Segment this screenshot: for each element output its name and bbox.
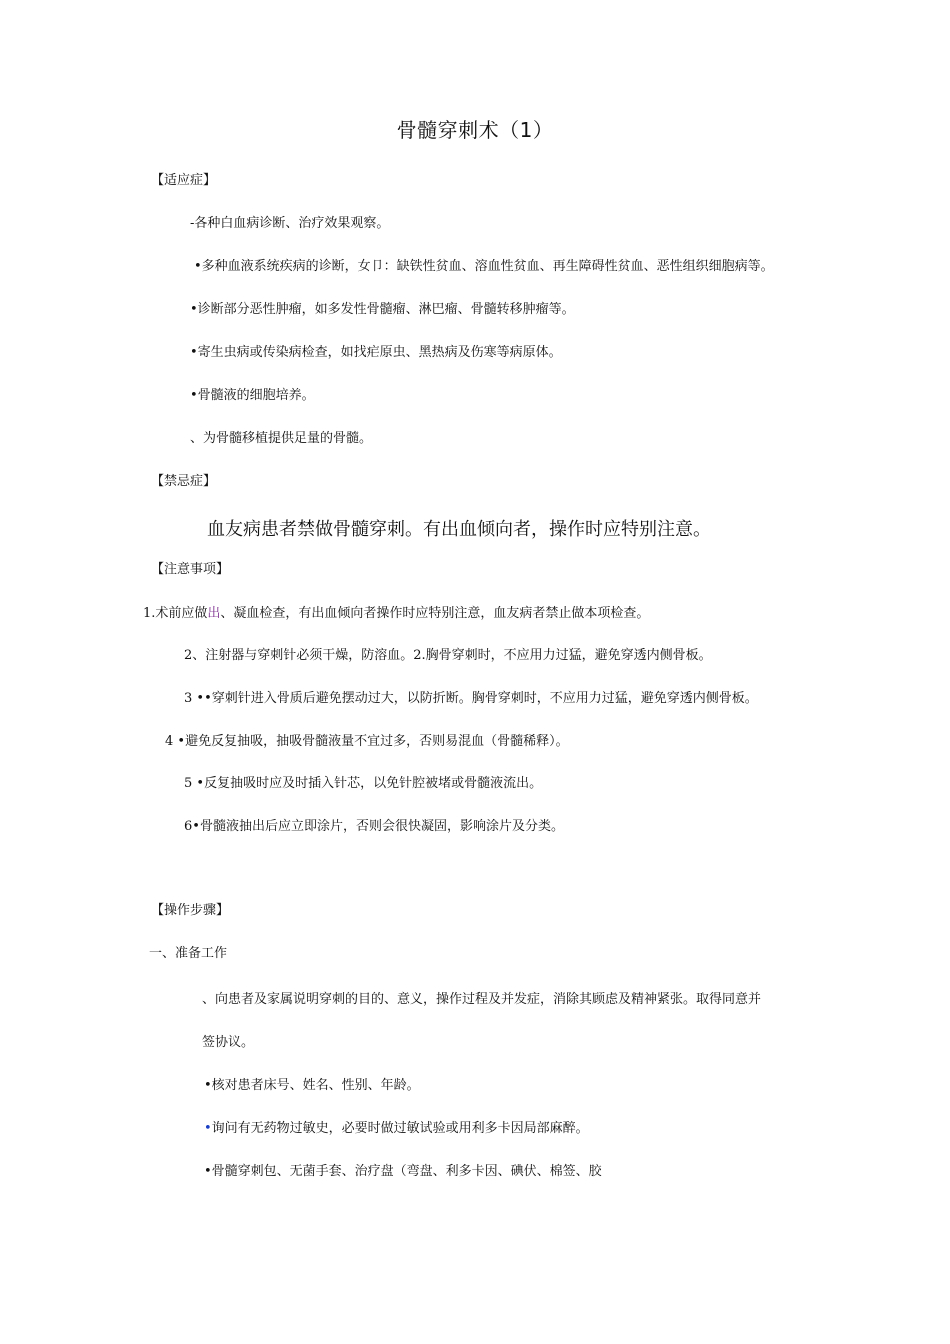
procedure-item: •骨髓穿刺包、无菌手套、治疗盘（弯盘、利多卡因、碘伏、棉签、胶 [204,1164,602,1179]
precaution-item: 3 ••穿刺针进入骨质后避免摆动过大，以防折断。胸骨穿刺时，不应用力过猛，避免穿透内侧骨板。 [184,691,758,706]
contraindication-text: 血友病患者禁做骨髓穿刺。有出血倾向者，操作时应特别注意。 [207,519,711,540]
procedure-item: 签协议。 [202,1035,255,1050]
page-title: 骨髓穿刺术（1） [396,118,554,142]
precaution-item-rest: 、凝血检查，有出血倾向者操作时应特别注意，血友病者禁止做本项检查。 [220,606,650,621]
precaution-item: 6•骨髓液抽出后应立即涂片，否则会很快凝固，影响涂片及分类。 [184,819,564,834]
precaution-item-prefix: 1.术前应做 [143,606,208,621]
bullet-icon: • [204,1121,212,1136]
indication-item: •诊断部分恶性肿瘤，如多发性骨髓瘤、淋巴瘤、骨髓转移肿瘤等。 [190,302,575,317]
indication-item: •多种血液系统疾病的诊断，女卩：缺铁性贫血、溶血性贫血、再生障碍性贫血、恶性组织细胞病等。 [194,259,774,274]
contraindications-heading: 【禁忌症】 [151,474,217,489]
precaution-item: 5 •反复抽吸时应及时插入针芯，以免针腔被堵或骨髓液流出。 [184,776,543,791]
procedure-subheading: 一、准备工作 [149,946,228,961]
precaution-item: 2、注射器与穿刺针必须干燥，防溶血。2.胸骨穿刺时，不应用力过猛，避免穿透内侧骨板。 [184,648,712,663]
procedure-item [204,1121,589,1137]
precaution-item-highlight: 出 [207,606,221,621]
procedure-item: •核对患者床号、姓名、性别、年龄。 [204,1078,420,1093]
precaution-item: 4 •避免反复抽吸，抽吸骨髓液量不宜过多，否则易混血（骨髓稀释）。 [165,734,569,749]
procedure-heading: 【操作步骤】 [151,903,230,918]
indication-item: •寄生虫病或传染病检查，如找疟原虫、黑热病及伤寒等病原体。 [190,345,562,360]
indication-item: -各种白血病诊断、治疗效果观察。 [190,216,390,231]
procedure-item-text: 询问有无药物过敏史，必要时做过敏试验或用利多卡因局部麻醉。 [211,1121,589,1136]
precaution-item [143,606,649,622]
precautions-heading: 【注意事项】 [151,562,230,577]
indication-item: 、为骨髓移植提供足量的骨髓。 [190,431,373,446]
procedure-item: 、向患者及家属说明穿刺的目的、意义，操作过程及并发症，消除其顾虑及精神紧张。取得同意并 [202,992,762,1007]
indication-item: •骨髓液的细胞培养。 [190,388,315,403]
indications-heading: 【适应症】 [151,173,217,188]
